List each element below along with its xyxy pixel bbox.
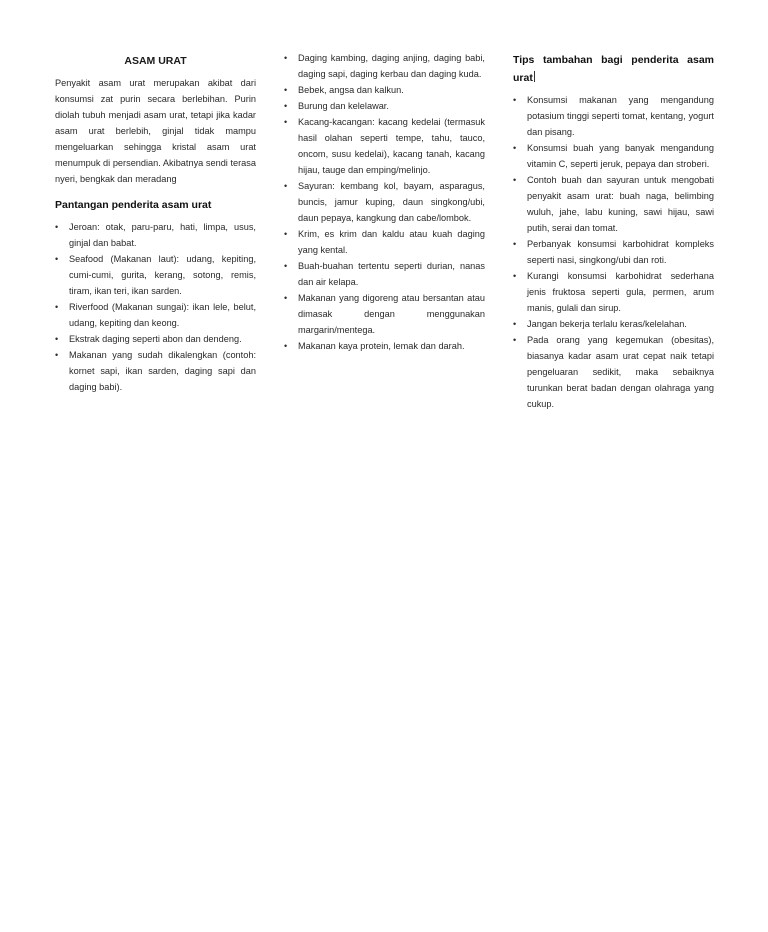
list-item: • Makanan yang sudah dikalengkan (contoh: kornet sapi, ikan sarden, daging sapi dan daging babi). xyxy=(55,347,256,395)
list-item: • Daging kambing, daging anjing, daging babi, daging sapi, daging kerbau dan daging kuda. xyxy=(284,50,485,82)
text-cursor-icon xyxy=(534,71,536,82)
list-item: • Makanan yang digoreng atau bersantan atau dimasak dengan menggunakan margarin/mentega. xyxy=(284,290,485,338)
column-right xyxy=(513,50,714,412)
section-heading-tips-text: Tips tambahan bagi penderita asam urat xyxy=(513,54,714,84)
list-item: • Seafood (Makanan laut): udang, kepiting, cumi-cumi, gurita, kerang, sotong, remis, tiram, ikan teri, ikan sarden. xyxy=(55,251,256,299)
section-heading-pantangan: Pantangan penderita asam urat xyxy=(55,199,212,211)
pantangan-list-continued xyxy=(284,50,485,354)
list-item: • Konsumsi buah yang banyak mengandung vitamin C, seperti jeruk, pepaya dan stroberi. xyxy=(513,140,714,172)
list-item: • Jeroan: otak, paru-paru, hati, limpa, usus, ginjal dan babat. xyxy=(55,219,256,251)
list-item: • Makanan kaya protein, lemak dan darah. xyxy=(284,338,485,354)
intro-paragraph: Penyakit asam urat merupakan akibat dari konsumsi zat purin secara berlebihan. Purin diolah tubuh menjadi asam urat, tetapi jika kadar asam urat berlebih, ginjal tidak mampu mengeluarkan sehingga kristal asam urat menumpuk di persendian. Akibatnya sendi terasa nyeri, bengkak dan meradang xyxy=(55,78,256,184)
list-item: • Burung dan kelelawar. xyxy=(284,98,485,114)
pantangan-list xyxy=(55,219,256,395)
list-item: • Riverfood (Makanan sungai): ikan lele, belut, udang, kepiting dan keong. xyxy=(55,299,256,331)
list-item: • Bebek, angsa dan kalkun. xyxy=(284,82,485,98)
list-item: • Kurangi konsumsi karbohidrat sederhana jenis fruktosa seperti gula, permen, arum manis, gulali dan sirup. xyxy=(513,268,714,316)
list-item: • Pada orang yang kegemukan (obesitas), biasanya kadar asam urat cepat naik tetapi pengeluaran sedikit, maka sebaiknya turunkan berat badan dengan olahraga yang cukup. xyxy=(513,332,714,412)
list-item: • Krim, es krim dan kaldu atau kuah daging yang kental. xyxy=(284,226,485,258)
list-item: • Kacang-kacangan: kacang kedelai (termasuk hasil olahan seperti tempe, tahu, tauco, oncom, susu kedelai), kacang tanah, kacang hijau, tauge dan emping/melinjo. xyxy=(284,114,485,178)
column-left xyxy=(55,50,256,395)
list-item: • Jangan bekerja terlalu keras/kelelahan. xyxy=(513,316,714,332)
list-item: • Ekstrak daging seperti abon dan dendeng. xyxy=(55,331,256,347)
list-item: • Buah-buahan tertentu seperti durian, nanas dan air kelapa. xyxy=(284,258,485,290)
list-item: • Contoh buah dan sayuran untuk mengobati penyakit asam urat: buah naga, belimbing wuluh, jahe, labu kuning, sawi hijau, sawi putih, serai dan tomat. xyxy=(513,172,714,236)
list-item: • Perbanyak konsumsi karbohidrat kompleks seperti nasi, singkong/ubi dan roti. xyxy=(513,236,714,268)
column-middle xyxy=(284,50,485,354)
list-item: • Konsumsi makanan yang mengandung potasium tinggi seperti tomat, kentang, yogurt dan pisang. xyxy=(513,92,714,140)
section-heading-tips xyxy=(513,51,714,87)
document-title: ASAM URAT xyxy=(124,55,187,67)
tips-list xyxy=(513,92,714,412)
list-item: • Sayuran: kembang kol, bayam, asparagus, buncis, jamur kuping, daun singkong/ubi, daun pepaya, kangkung dan cabe/lombok. xyxy=(284,178,485,226)
